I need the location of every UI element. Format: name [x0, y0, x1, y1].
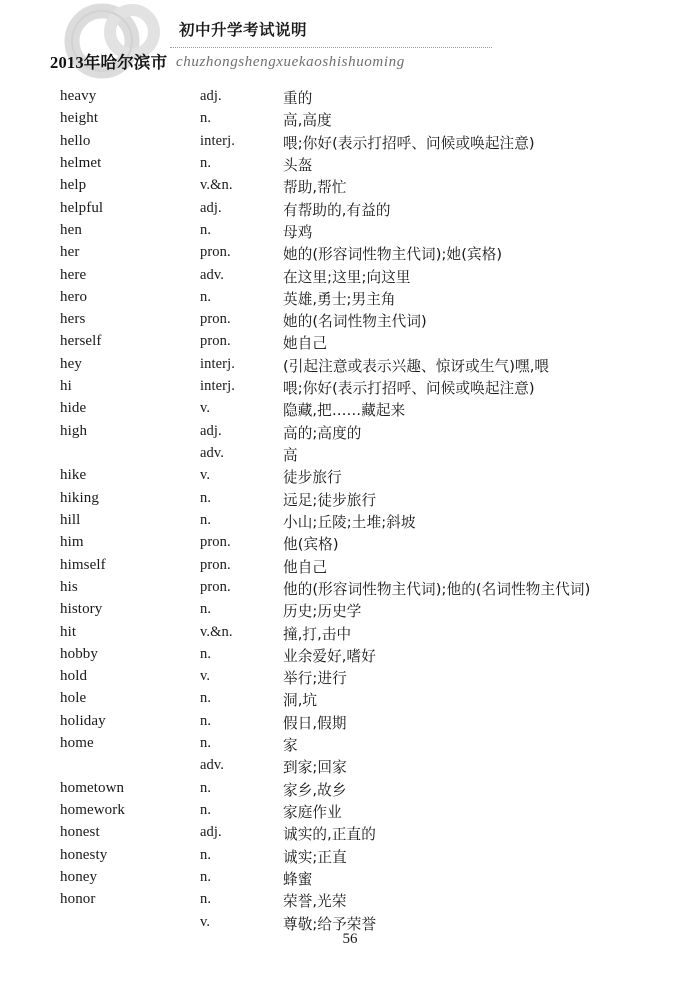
- word-term: hide: [60, 400, 87, 417]
- word-part-of-speech: adj.: [200, 422, 222, 439]
- word-term: holiday: [60, 712, 106, 729]
- word-meaning: 举行;进行: [283, 670, 347, 688]
- word-meaning: 家: [283, 737, 298, 755]
- word-term: hold: [60, 668, 88, 685]
- word-row: [0, 200, 700, 222]
- word-part-of-speech: n.: [200, 489, 212, 506]
- word-term: his: [60, 578, 78, 595]
- word-row: [0, 646, 700, 668]
- header-pinyin: chuzhongshengxuekaoshishuoming: [176, 54, 405, 70]
- word-term: helpful: [60, 199, 104, 216]
- word-row: [0, 88, 700, 110]
- word-meaning: 徒步旅行: [283, 469, 342, 487]
- word-row: [0, 155, 700, 177]
- word-part-of-speech: pron.: [200, 333, 231, 350]
- word-meaning: 远足;徒步旅行: [283, 491, 377, 509]
- word-meaning: 有帮助的,有益的: [283, 201, 391, 219]
- word-row: [0, 133, 700, 155]
- word-meaning: 荣誉,光荣: [283, 893, 347, 911]
- word-meaning: 头盔: [283, 156, 313, 174]
- word-row: [0, 690, 700, 712]
- word-term: hole: [60, 690, 87, 707]
- word-row: [0, 512, 700, 534]
- word-meaning: 在这里;这里;向这里: [283, 268, 411, 286]
- word-part-of-speech: adv.: [200, 445, 225, 461]
- word-part-of-speech: n.: [200, 846, 212, 863]
- word-row: [0, 824, 700, 846]
- word-part-of-speech: n.: [200, 645, 212, 662]
- word-row: [0, 847, 700, 869]
- word-part-of-speech: adv.: [200, 757, 225, 774]
- word-part-of-speech: n.: [200, 735, 212, 752]
- word-term: honey: [60, 868, 98, 885]
- word-term: hiking: [60, 489, 99, 506]
- word-meaning: 他的(形容词性物主代词);他的(名词性物主代词): [283, 580, 591, 598]
- word-term: hello: [60, 132, 91, 149]
- word-row: [0, 423, 700, 445]
- word-row: [0, 400, 700, 422]
- word-meaning: 业余爱好,嗜好: [283, 647, 376, 665]
- word-part-of-speech: n.: [200, 288, 212, 305]
- word-row: [0, 356, 700, 378]
- word-row: [0, 601, 700, 623]
- word-part-of-speech: v.: [200, 913, 211, 930]
- word-meaning: 英雄,勇士;男主角: [283, 290, 396, 308]
- word-meaning: 家庭作业: [283, 804, 342, 821]
- word-row: [0, 668, 700, 690]
- word-term: hill: [60, 511, 81, 528]
- word-row: [0, 177, 700, 199]
- word-meaning: 家乡,故乡: [283, 781, 347, 799]
- word-term: him: [60, 534, 84, 551]
- word-term: hi: [60, 378, 72, 395]
- page-footer: [0, 930, 700, 948]
- word-meaning: 小山;丘陵;土堆;斜坡: [283, 513, 416, 531]
- vocabulary-list: [0, 88, 700, 936]
- header-divider: [170, 47, 492, 48]
- word-meaning: 她自己: [283, 335, 328, 353]
- word-part-of-speech: n.: [200, 154, 212, 171]
- page-number: 56: [342, 931, 358, 947]
- word-part-of-speech: pron.: [200, 244, 231, 261]
- word-term: honesty: [60, 846, 108, 863]
- word-row: [0, 891, 700, 913]
- word-meaning: 蜂蜜: [283, 870, 313, 888]
- word-term: height: [60, 110, 99, 127]
- word-term: homework: [60, 802, 125, 818]
- word-part-of-speech: interj.: [200, 378, 235, 395]
- word-part-of-speech: n.: [200, 891, 212, 908]
- word-term: hike: [60, 467, 87, 484]
- word-term: helmet: [60, 154, 102, 171]
- word-part-of-speech: v.: [200, 467, 211, 484]
- word-meaning: 尊敬;给予荣誉: [283, 915, 377, 933]
- word-meaning: 重的: [283, 90, 313, 107]
- word-part-of-speech: n.: [200, 110, 212, 127]
- word-row: [0, 378, 700, 400]
- word-term: high: [60, 422, 88, 439]
- word-term: hometown: [60, 779, 125, 796]
- page-header: [0, 0, 700, 88]
- word-meaning: 诚实的,正直的: [283, 826, 376, 844]
- word-part-of-speech: v.&n.: [200, 177, 233, 194]
- word-row: [0, 467, 700, 489]
- word-term: hero: [60, 288, 88, 305]
- word-meaning: 母鸡: [283, 223, 313, 241]
- word-term: honor: [60, 891, 96, 908]
- word-term: hit: [60, 623, 77, 640]
- word-meaning: 历史;历史学: [283, 603, 362, 621]
- word-meaning: 喂;你好(表示打招呼、问候或唤起注意): [283, 134, 535, 152]
- masthead-year: 2013年哈尔滨市: [50, 53, 168, 72]
- word-part-of-speech: v.: [200, 400, 211, 417]
- word-part-of-speech: v.: [200, 668, 211, 685]
- word-part-of-speech: pron.: [200, 534, 231, 551]
- word-part-of-speech: n.: [200, 779, 212, 796]
- word-term: hers: [60, 311, 86, 328]
- word-term: hobby: [60, 645, 98, 662]
- word-term: history: [60, 601, 103, 618]
- word-row: [0, 735, 700, 757]
- word-part-of-speech: pron.: [200, 311, 231, 328]
- word-term: help: [60, 177, 87, 194]
- word-meaning: 诚实;正直: [283, 848, 347, 866]
- word-row: [0, 579, 700, 601]
- word-meaning: 帮助,帮忙: [283, 179, 347, 197]
- word-meaning: 洞,坑: [283, 692, 318, 710]
- word-row: [0, 534, 700, 556]
- word-row: [0, 713, 700, 735]
- word-term: himself: [60, 556, 106, 573]
- word-meaning: 喂;你好(表示打招呼、问候或唤起注意): [283, 380, 535, 398]
- word-row: [0, 267, 700, 289]
- word-row: [0, 110, 700, 132]
- word-meaning: 他自己: [283, 558, 328, 576]
- word-row: [0, 445, 700, 467]
- word-row: [0, 869, 700, 891]
- word-part-of-speech: v.&n.: [200, 623, 233, 640]
- word-meaning: (引起注意或表示兴趣、惊讶或生气)嘿,喂: [283, 357, 550, 375]
- word-part-of-speech: pron.: [200, 578, 231, 595]
- word-part-of-speech: n.: [200, 868, 212, 885]
- word-part-of-speech: adj.: [200, 88, 222, 104]
- word-part-of-speech: n.: [200, 802, 212, 818]
- word-meaning: 到家;回家: [283, 759, 347, 777]
- word-term: here: [60, 266, 87, 283]
- word-meaning: 他(宾格): [283, 536, 339, 554]
- word-part-of-speech: adj.: [200, 824, 222, 841]
- word-term: honest: [60, 824, 100, 841]
- word-part-of-speech: n.: [200, 690, 212, 707]
- word-row: [0, 802, 700, 824]
- word-row: [0, 490, 700, 512]
- word-row: [0, 311, 700, 333]
- word-row: [0, 624, 700, 646]
- word-part-of-speech: adv.: [200, 266, 225, 283]
- word-row: [0, 289, 700, 311]
- word-row: [0, 333, 700, 355]
- word-term: home: [60, 735, 94, 752]
- word-meaning: 撞,打,击中: [283, 625, 352, 643]
- word-term: herself: [60, 333, 102, 350]
- word-part-of-speech: adj.: [200, 199, 222, 216]
- word-meaning: 高的;高度的: [283, 424, 362, 442]
- word-part-of-speech: n.: [200, 221, 212, 238]
- word-meaning: 隐藏,把……藏起来: [283, 402, 406, 420]
- word-row: [0, 780, 700, 802]
- word-meaning: 她的(名词性物主代词): [283, 313, 427, 331]
- word-row: [0, 557, 700, 579]
- word-meaning: 她的(形容词性物主代词);她(宾格): [283, 246, 503, 264]
- word-part-of-speech: n.: [200, 601, 212, 618]
- word-row: [0, 757, 700, 779]
- word-row: [0, 244, 700, 266]
- word-term: hey: [60, 355, 82, 372]
- word-term: hen: [60, 221, 82, 238]
- word-part-of-speech: n.: [200, 712, 212, 729]
- word-part-of-speech: pron.: [200, 556, 231, 573]
- word-part-of-speech: interj.: [200, 355, 235, 372]
- word-part-of-speech: interj.: [200, 132, 235, 149]
- word-meaning: 高: [283, 447, 298, 464]
- word-part-of-speech: n.: [200, 511, 212, 528]
- word-row: [0, 222, 700, 244]
- page-title: 初中升学考试说明: [179, 22, 308, 39]
- word-term: her: [60, 244, 80, 261]
- word-meaning: 假日,假期: [283, 714, 347, 732]
- word-term: heavy: [60, 88, 97, 104]
- word-meaning: 高,高度: [283, 112, 332, 130]
